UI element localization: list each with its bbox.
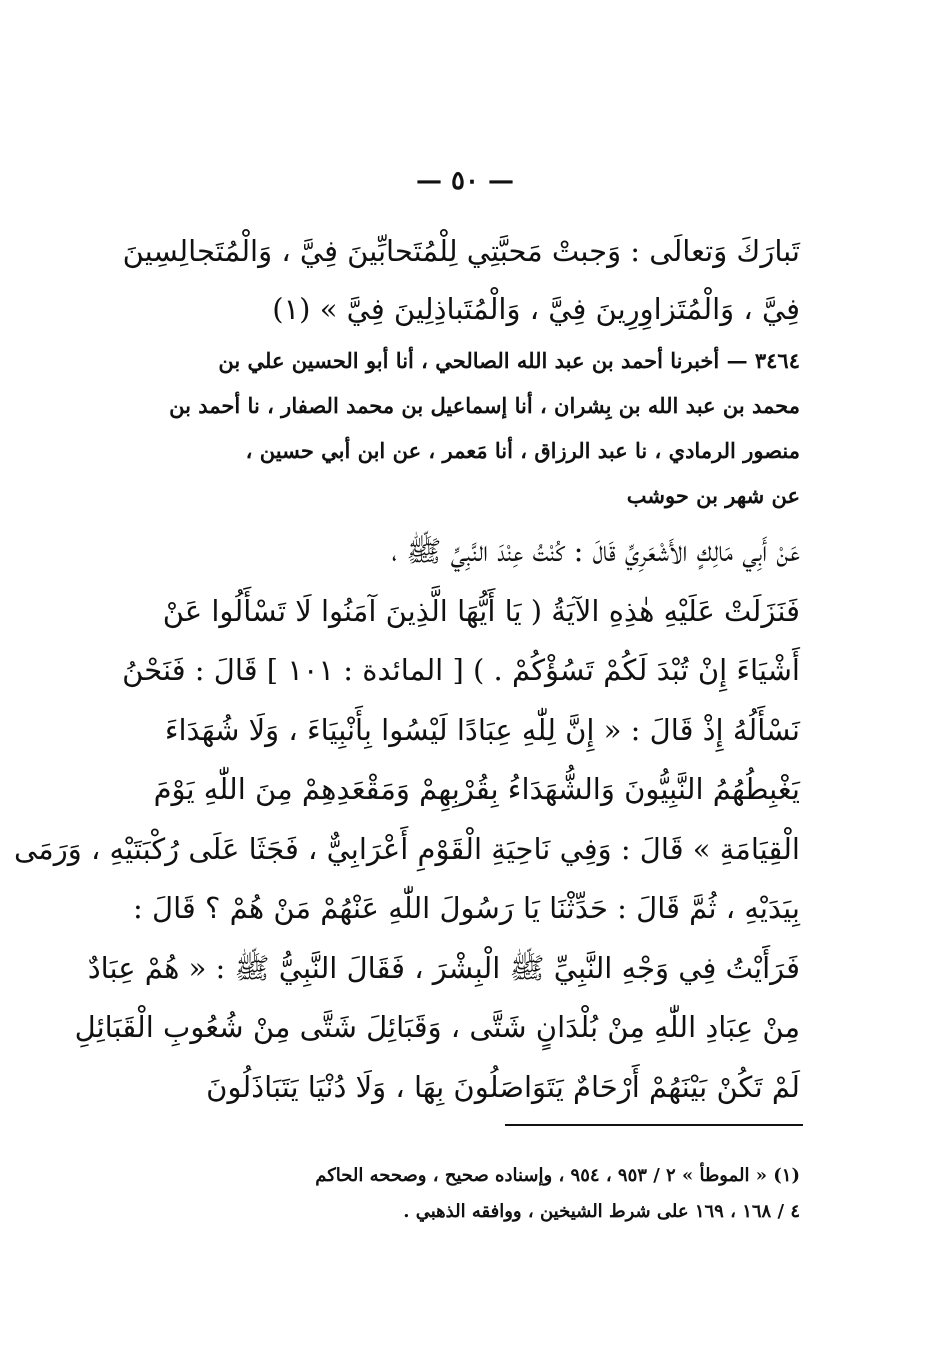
hadith-line: لَمْ تَكُنْ بَيْنَهُمْ أَرْحَامٌ يَتَوَاصَلُونَ بِهَا ، وَلَا دُنْيَا يَتَبَاذَلُونَ (206, 1069, 800, 1104)
hadith-line: فَنَزَلَتْ عَلَيْهِ هٰذِهِ الآيَةُ ( يَا أَيُّهَا الَّذِينَ آمَنُوا لَا تَسْأَلُوا عَنْ (162, 593, 800, 628)
hadith-line: بِيَدَيْهِ ، ثُمَّ قَالَ : حَدِّثْنَا يَا رَسُولَ اللّٰهِ عَنْهُمْ مَنْ هُمْ ؟ قَالَ : (133, 891, 800, 925)
hadith-quote-continuation (122, 222, 800, 338)
hadith-text (14, 522, 800, 1117)
isnad-chain (128, 338, 800, 518)
footnote-line: (١) « الموطأ » ٢ / ٩٥٣ ، ٩٥٤ ، وإسناده صحيح ، وصححه الحاكم (315, 1165, 800, 1186)
hadith-line: مِنْ عِبَادِ اللّٰهِ مِنْ بُلْدَانٍ شَتَّى ، وَقَبَائِلَ شَتَّى مِنْ شُعُوبِ الْقَبَائِلِ (74, 1010, 800, 1044)
footnote-line: ٤ / ١٦٨ ، ١٦٩ على شرط الشيخين ، ووافقه الذهبي . (403, 1201, 800, 1222)
quote-line: تَبارَكَ وَتعالَى : وَجبتْ مَحبَّتِي لِلْمُتَحابِّينَ فِيَّ ، وَالْمُتَجالِسِينَ (122, 234, 800, 268)
footnote-divider (505, 1124, 803, 1126)
hadith-line: عَنْ أَبِي مَالِكٍ الأَشْعَرِيِّ قَالَ : كُنْتُ عِنْدَ النَّبِيِّ ﷺ ، (391, 534, 800, 568)
hadith-line: يَغْبِطُهُمُ النَّبِيُّونَ وَالشُّهَدَاءُ بِقُرْبِهِمْ وَمَقْعَدِهِمْ مِنَ اللّٰهِ يَوْمَ (153, 772, 800, 806)
hadith-line: أَشْيَاءَ إِنْ تُبْدَ لَكُمْ تَسُؤْكُمْ . ) [ المائدة : ١٠١ ] قَالَ : فَنَحْنُ (122, 653, 800, 687)
isnad-line: ٣٤٦٤ — أخبرنا أحمد بن عبد الله الصالحي ، أنا أبو الحسين علي بن (218, 348, 800, 373)
hadith-line: الْقِيَامَةِ » قَالَ : وَفِي نَاحِيَةِ الْقَوْمِ أَعْرَابِيٌّ ، فَجَثَا عَلَى رُكْبَتَيْهِ ، وَرَمَى (14, 831, 800, 866)
hadith-line: فَرَأَيْتُ فِي وَجْهِ النَّبِيِّ ﷺ الْبِشْرَ ، فَقَالَ النَّبِيُّ ﷺ : « هُمْ عِبَادٌ (87, 950, 800, 985)
hadith-line: نَسْأَلُهُ إِذْ قَالَ : « إِنَّ لِلّٰهِ عِبَادًا لَيْسُوا بِأَنْبِيَاءَ ، وَلَا شُهَدَاءَ (164, 712, 800, 747)
isnad-line: منصور الرمادي ، نا عبد الرزاق ، أنا مَعمر ، عن ابن أبي حسين ، (245, 438, 800, 463)
footnote (128, 1158, 800, 1230)
quote-line: فِيَّ ، وَالْمُتَزاوِرِينَ فِيَّ ، وَالْمُتَباذِلِينَ فِيَّ » (١) (272, 292, 800, 326)
isnad-line: عن شهر بن حوشب (626, 483, 800, 508)
isnad-line: محمد بن عبد الله بن بِشران ، أنا إسماعيل بن محمد الصفار ، نا أحمد بن (169, 393, 800, 418)
page-number: — ٥٠ — (415, 166, 515, 196)
